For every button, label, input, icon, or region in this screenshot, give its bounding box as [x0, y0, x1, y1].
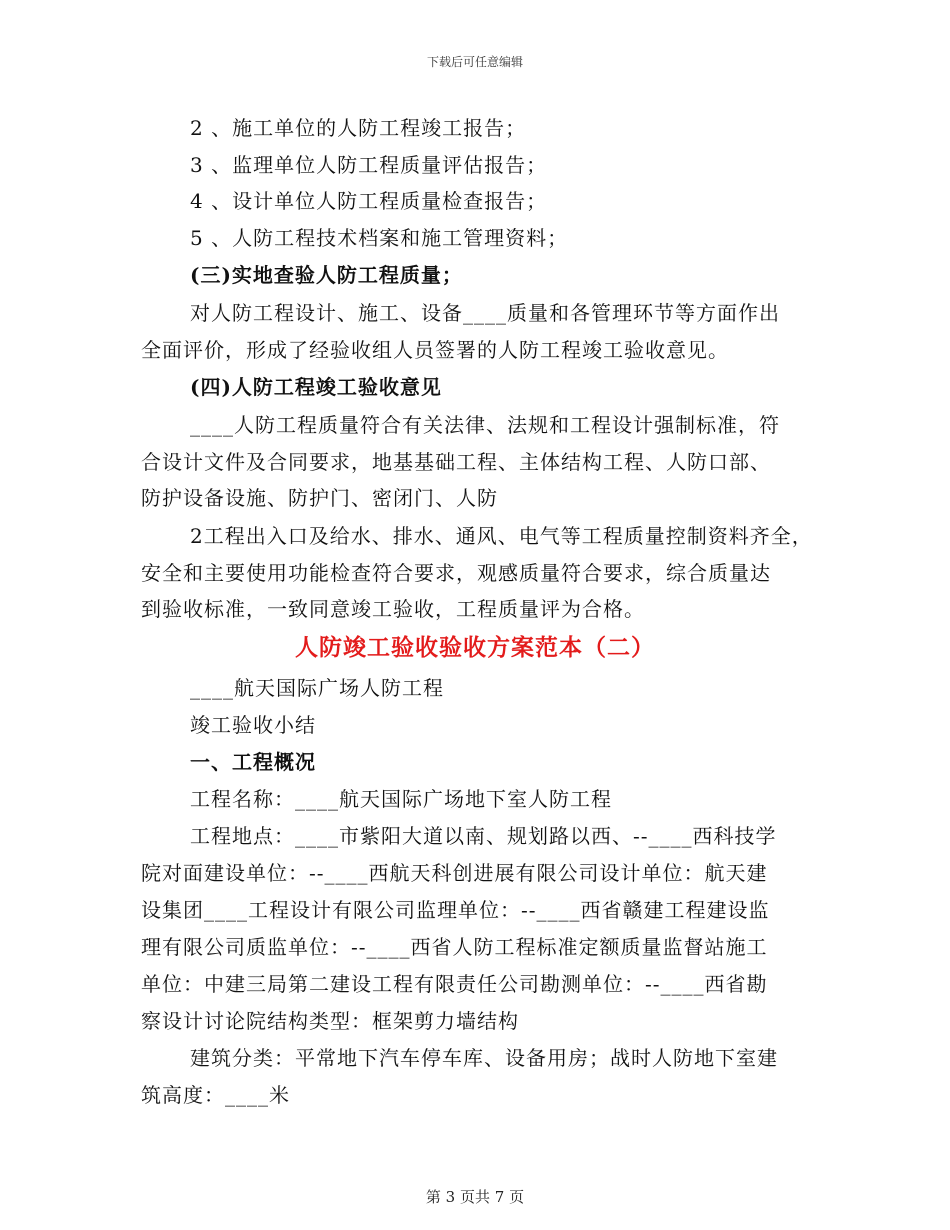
- paragraph-line: 理有限公司质监单位：--____西省人防工程标准定额质量监督站施工: [141, 935, 768, 959]
- heading-section-3: (三)实地查验人防工程质量；: [190, 263, 463, 287]
- summary-label: 竣工验收小结: [190, 713, 316, 737]
- paragraph-line: 设集团____工程设计有限公司监理单位：--____西省赣建工程建设监: [141, 898, 770, 922]
- paragraph-line: 察设计讨论院结构类型：框架剪力墙结构: [141, 1009, 519, 1033]
- paragraph-line: 防护设备设施、防护门、密闭门、人防: [141, 486, 498, 510]
- document-title: 人防竣工验收验收方案范本（二）: [295, 634, 655, 661]
- project-name-line: ____航天国际广场人防工程: [190, 676, 444, 700]
- paragraph-line: 安全和主要使用功能检查符合要求，观感质量符合要求，综合质量达: [141, 561, 771, 585]
- paragraph-line: 单位：中建三局第二建设工程有限责任公司勘测单位：--____西省勘: [141, 972, 768, 996]
- list-item-2: 2 、施工单位的人防工程竣工报告；: [190, 116, 527, 140]
- paragraph-line: 全面评价，形成了经验收组人员签署的人防工程竣工验收意见。: [141, 338, 729, 362]
- heading-section-4: (四)人防工程竣工验收意见: [190, 375, 442, 399]
- page-number: 第 3 页共 7 页: [425, 1188, 525, 1206]
- paragraph-line: 2工程出入口及给水、排水、通风、电气等工程质量控制资料齐全，: [190, 524, 813, 548]
- list-item-4: 4 、设计单位人防工程质量检查报告；: [190, 189, 548, 213]
- list-item-5: 5 、人防工程技术档案和施工管理资料；: [190, 226, 569, 250]
- page-header: 下载后可任意编辑: [426, 55, 523, 69]
- paragraph-line: 合设计文件及合同要求，地基基础工程、主体结构工程、人防口部、: [141, 450, 771, 474]
- heading-overview: 一、工程概况: [190, 750, 316, 774]
- project-name-field: 工程名称：____航天国际广场地下室人防工程: [190, 787, 612, 811]
- project-address-field: 工程地点：____市紫阳大道以南、规划路以西、--____西科技学: [190, 824, 777, 848]
- building-class-field: 建筑分类：平常地下汽车停车库、设备用房；战时人防地下室建: [190, 1046, 778, 1070]
- paragraph-line: 筑高度：____米: [141, 1083, 290, 1107]
- paragraph-line: 院对面建设单位：--____西航天科创进展有限公司设计单位：航天建: [141, 861, 768, 885]
- list-item-3: 3 、监理单位人防工程质量评估报告；: [190, 153, 548, 177]
- paragraph-line: 到验收标准，一致同意竣工验收，工程质量评为合格。: [141, 597, 645, 621]
- paragraph-line: 对人防工程设计、施工、设备____质量和各管理环节等方面作出: [190, 301, 780, 325]
- paragraph-line: ____人防工程质量符合有关法律、法规和工程设计强制标准，符: [190, 413, 780, 437]
